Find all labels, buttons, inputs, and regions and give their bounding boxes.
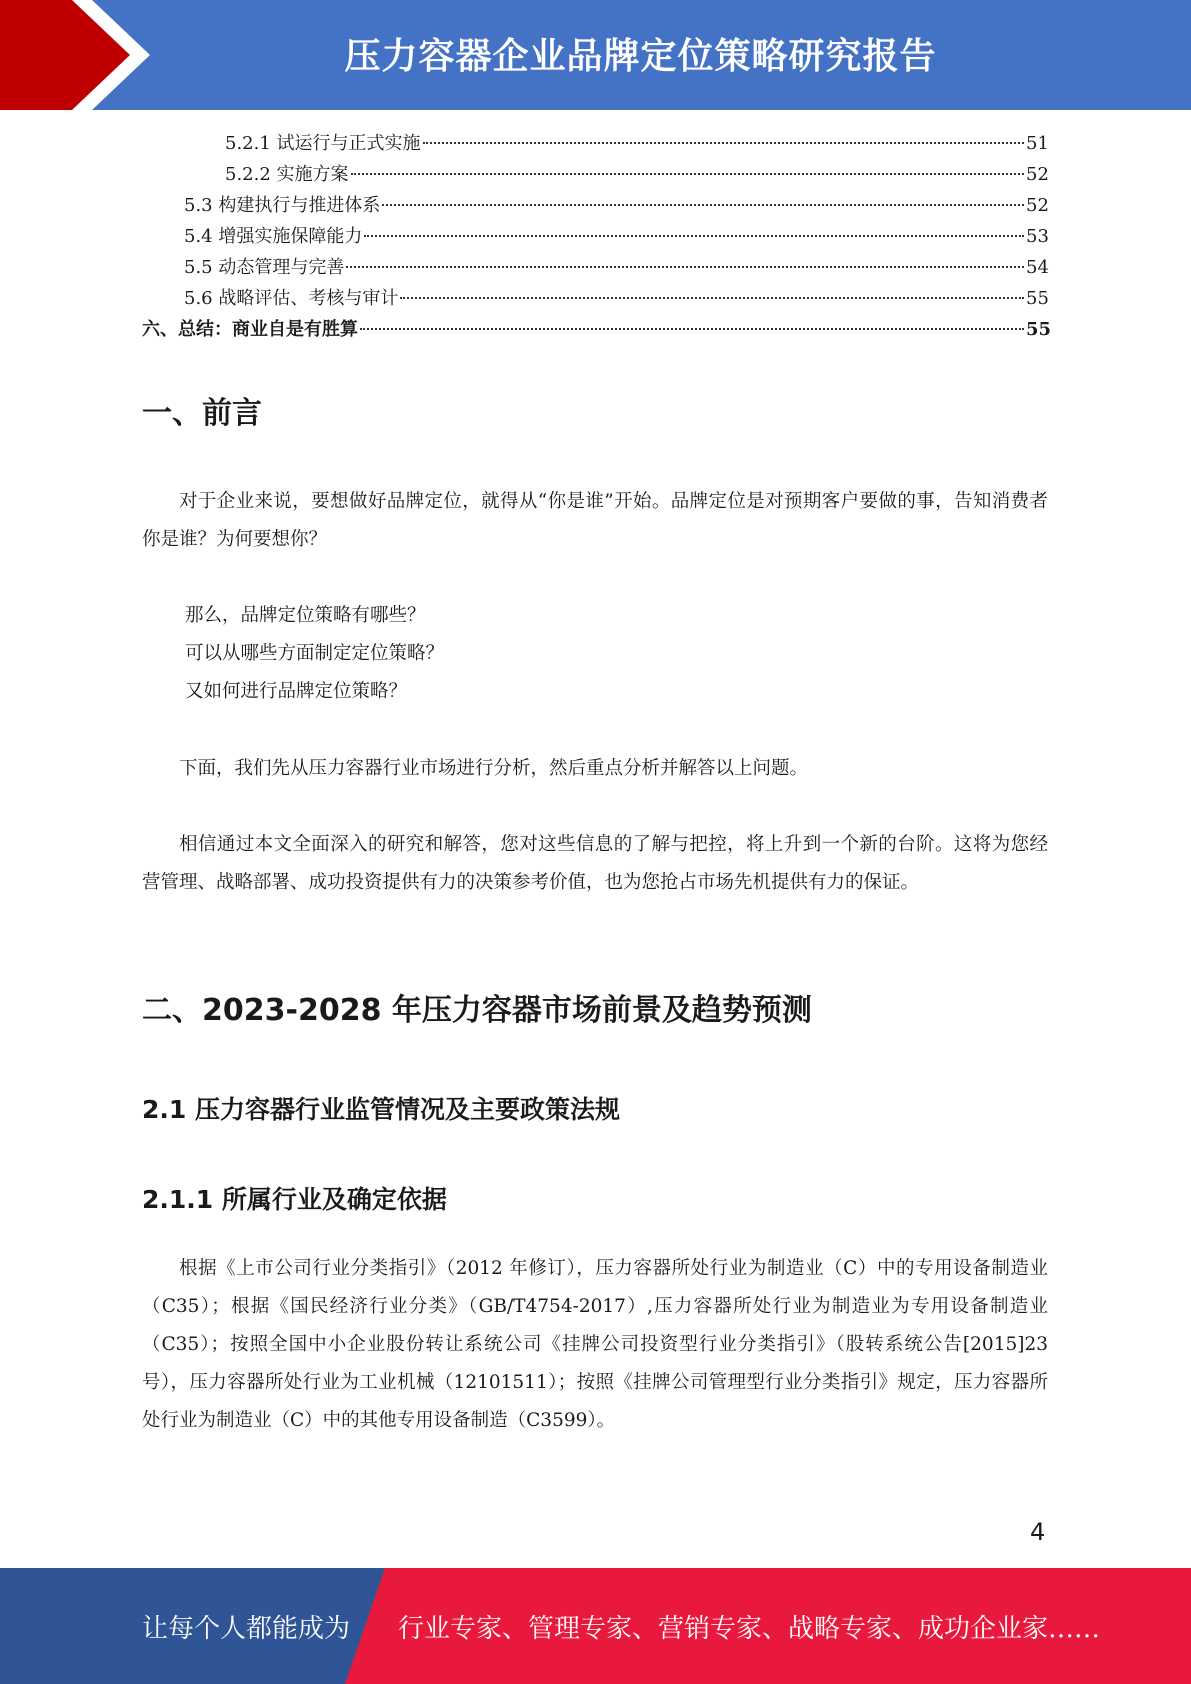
toc-item-label: 5.3 构建执行与推进体系	[184, 195, 381, 216]
toc-item-label: 六、总结：商业自是有胜算	[142, 319, 358, 340]
footer-slogan-left: 让每个人都能成为	[142, 1613, 351, 1644]
toc-item-page: 53	[1026, 226, 1049, 247]
toc-item[interactable]	[142, 314, 1052, 345]
preface-paragraph: 对于企业来说，要想做好品牌定位，就得从“你是谁”开始。品牌定位是对预期客户要做的事，告知消费者你是谁？为何要想你？	[142, 491, 1048, 550]
toc-leader-dots	[364, 235, 1024, 237]
toc-item[interactable]	[142, 283, 1048, 314]
section-heading-market: 二、2023-2028 年压力容器市场前景及趋势预测	[142, 993, 812, 1028]
preface-paragraph: 相信通过本文全面深入的研究和解答，您对这些信息的了解与把控，将上升到一个新的台阶。这将为您经营管理、战略部署、成功投资提供有力的决策参考价值，也为您抢占市场先机提供有力的保证。	[142, 834, 1048, 893]
subsection-heading: 2.1.1 所属行业及确定依据	[142, 1185, 447, 1214]
toc-item-page: 52	[1026, 195, 1049, 216]
toc-leader-dots	[400, 297, 1024, 299]
toc-item-label: 5.5 动态管理与完善	[184, 257, 345, 278]
toc-item[interactable]	[142, 128, 1048, 159]
footer-slogan-right: 行业专家、管理专家、营销专家、战略专家、成功企业家……	[398, 1613, 1101, 1644]
section-heading-preface: 一、前言	[142, 396, 262, 431]
toc-item[interactable]	[142, 221, 1048, 252]
toc-item-label: 5.2.1 试运行与正式实施	[225, 133, 421, 154]
page-footer	[0, 1568, 1191, 1684]
toc-leader-dots	[346, 266, 1024, 268]
table-of-contents	[142, 128, 1052, 345]
toc-item-label: 5.6 战略评估、考核与审计	[184, 288, 399, 309]
preface-question: 可以从哪些方面制定定位策略？	[185, 643, 445, 664]
toc-item-page: 51	[1026, 133, 1049, 154]
toc-item[interactable]	[142, 252, 1048, 283]
preface-question: 那么，品牌定位策略有哪些？	[185, 605, 426, 626]
toc-item-page: 55	[1026, 288, 1049, 309]
toc-item[interactable]	[142, 190, 1048, 221]
preface-paragraph: 下面，我们先从压力容器行业市场进行分析，然后重点分析并解答以上问题。	[179, 758, 809, 779]
toc-leader-dots	[382, 204, 1024, 206]
toc-item[interactable]	[142, 159, 1048, 190]
industry-paragraph: 根据《上市公司行业分类指引》（2012 年修订），压力容器所处行业为制造业（C）中的专用设备制造业（C35）；根据《国民经济行业分类》（GB/T4754-2017）,压力容器所处行业为制造业为专用设备制造业（C35）；按照全国中小企业股份转让系统公司《挂牌公司投资型行业分类指引》（股转系统公告[2015]23 号），压力容器所处行业为工业机械（12101511）；按照《挂牌公司管理型行业分类指引》规定，压力容器所处行业为制造业（C）中的其他专用设备制造（C3599）。	[142, 1258, 1048, 1431]
toc-leader-dots	[360, 328, 1024, 330]
page-number: 4	[1030, 1518, 1046, 1546]
page-header	[0, 0, 1191, 110]
report-title: 压力容器企业品牌定位策略研究报告	[344, 35, 937, 77]
toc-item-label: 5.2.2 实施方案	[225, 164, 349, 185]
toc-item-page: 54	[1026, 257, 1049, 278]
toc-leader-dots	[351, 173, 1024, 175]
toc-item-page: 55	[1026, 319, 1052, 340]
toc-item-page: 52	[1026, 164, 1049, 185]
preface-question: 又如何进行品牌定位策略？	[185, 681, 408, 702]
subsection-heading: 2.1 压力容器行业监管情况及主要政策法规	[142, 1095, 620, 1124]
toc-item-label: 5.4 增强实施保障能力	[184, 226, 363, 247]
toc-leader-dots	[423, 142, 1024, 144]
